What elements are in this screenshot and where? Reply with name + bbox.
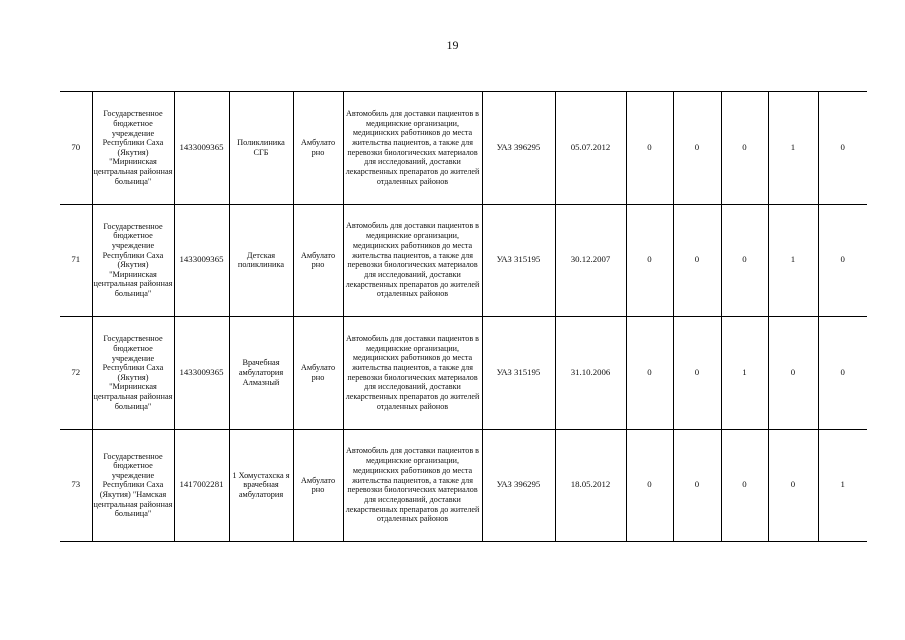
count-cell-4: 0 [768, 317, 818, 430]
subdivision-cell: Детская поликлиника [229, 204, 293, 317]
count-cell-3: 0 [721, 204, 768, 317]
count-cell-1: 0 [626, 429, 673, 542]
table-row [60, 317, 867, 430]
table-row [60, 92, 867, 205]
table-body [60, 92, 867, 542]
inn-cell: 1433009365 [174, 204, 229, 317]
row-number: 71 [60, 204, 92, 317]
count-cell-2: 0 [673, 429, 721, 542]
count-cell-5: 1 [818, 429, 867, 542]
purpose-cell: Автомобиль для доставки пациентов в медицинские организации, медицинских работников до места жительства пациентов, а также для перевозки биологических материалов для исследований, доставки лекарственных препаратов до жителей отдаленных районов [343, 204, 482, 317]
vehicle-registry-table [60, 91, 867, 542]
date-cell: 05.07.2012 [555, 92, 626, 205]
row-number: 72 [60, 317, 92, 430]
count-cell-2: 0 [673, 317, 721, 430]
inn-cell: 1433009365 [174, 317, 229, 430]
table-row [60, 204, 867, 317]
purpose-cell: Автомобиль для доставки пациентов в медицинские организации, медицинских работников до места жительства пациентов, а также для перевозки биологических материалов для исследований, доставки лекарственных препаратов до жителей отдаленных районов [343, 429, 482, 542]
count-cell-4: 1 [768, 204, 818, 317]
count-cell-4: 1 [768, 92, 818, 205]
inn-cell: 1433009365 [174, 92, 229, 205]
count-cell-3: 0 [721, 92, 768, 205]
count-cell-1: 0 [626, 317, 673, 430]
subdivision-cell: Поликлиника СГБ [229, 92, 293, 205]
date-cell: 30.12.2007 [555, 204, 626, 317]
organization-name: Государственное бюджетное учреждение Республики Саха (Якутия) "Мирнинская центральная районная больница" [92, 92, 174, 205]
table-row [60, 429, 867, 542]
count-cell-1: 0 [626, 204, 673, 317]
count-cell-3: 1 [721, 317, 768, 430]
count-cell-5: 0 [818, 204, 867, 317]
page-number: 19 [446, 38, 459, 52]
count-cell-1: 0 [626, 92, 673, 205]
subdivision-cell: Врачебная амбулатория Алмазный [229, 317, 293, 430]
purpose-cell: Автомобиль для доставки пациентов в медицинские организации, медицинских работников до места жительства пациентов, а также для перевозки биологических материалов для исследований, доставки лекарственных препаратов до жителей отдаленных районов [343, 317, 482, 430]
date-cell: 18.05.2012 [555, 429, 626, 542]
care-type-cell: Амбулато рно [293, 204, 343, 317]
count-cell-5: 0 [818, 317, 867, 430]
care-type-cell: Амбулато рно [293, 92, 343, 205]
purpose-cell: Автомобиль для доставки пациентов в медицинские организации, медицинских работников до места жительства пациентов, а также для перевозки биологических материалов для исследований, доставки лекарственных препаратов до жителей отдаленных районов [343, 92, 482, 205]
row-number: 70 [60, 92, 92, 205]
count-cell-3: 0 [721, 429, 768, 542]
organization-name: Государственное бюджетное учреждение Республики Саха (Якутия) "Мирнинская центральная районная больница" [92, 317, 174, 430]
care-type-cell: Амбулато рно [293, 317, 343, 430]
date-cell: 31.10.2006 [555, 317, 626, 430]
count-cell-2: 0 [673, 92, 721, 205]
count-cell-2: 0 [673, 204, 721, 317]
organization-name: Государственное бюджетное учреждение Республики Саха (Якутия) "Намская центральная районная больница" [92, 429, 174, 542]
vehicle-model-cell: УАЗ 396295 [482, 429, 555, 542]
care-type-cell: Амбулато рно [293, 429, 343, 542]
inn-cell: 1417002281 [174, 429, 229, 542]
count-cell-5: 0 [818, 92, 867, 205]
organization-name: Государственное бюджетное учреждение Республики Саха (Якутия) "Мирнинская центральная районная больница" [92, 204, 174, 317]
subdivision-cell: 1 Хомустахска я врачебная амбулатория [229, 429, 293, 542]
vehicle-model-cell: УАЗ 315195 [482, 317, 555, 430]
vehicle-model-cell: УАЗ 315195 [482, 204, 555, 317]
vehicle-model-cell: УАЗ 396295 [482, 92, 555, 205]
row-number: 73 [60, 429, 92, 542]
count-cell-4: 0 [768, 429, 818, 542]
